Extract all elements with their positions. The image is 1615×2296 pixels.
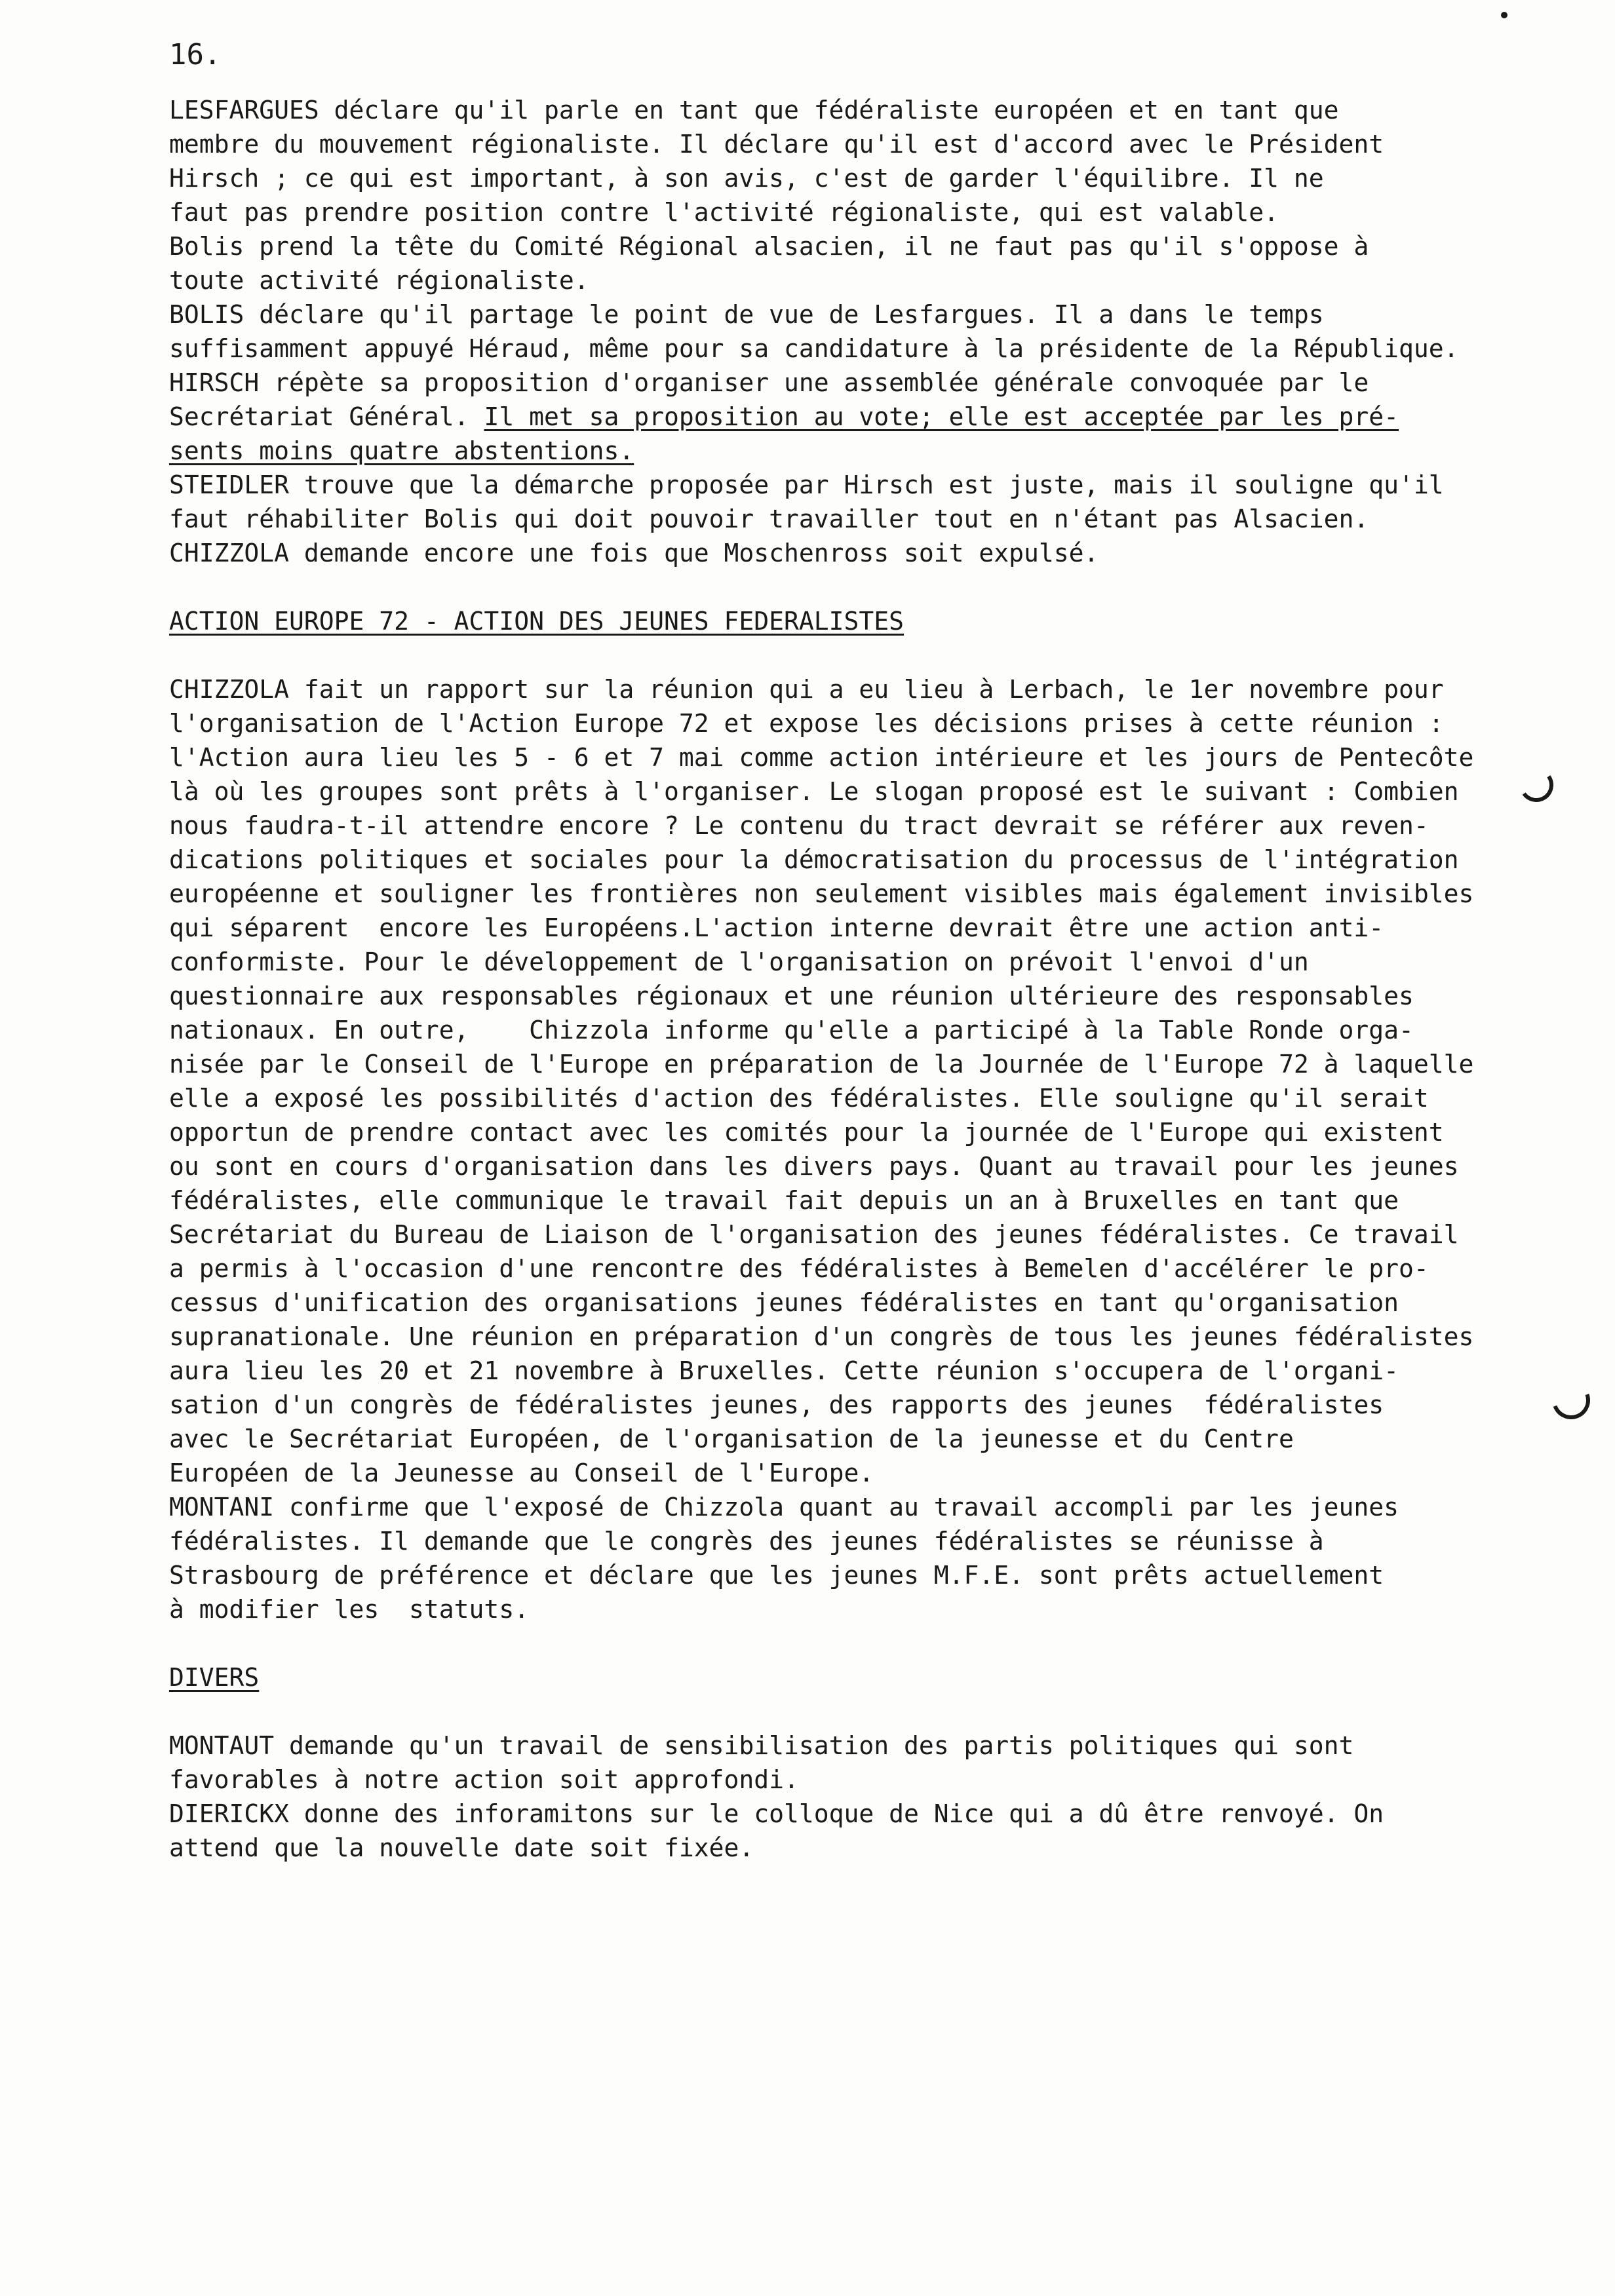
text-line: fédéralistes, elle communique le travail fait depuis un an à Bruxelles en tant que (169, 1186, 1399, 1215)
text-line: là où les groupes sont prêts à l'organiser. Le slogan proposé est le suivant : Combien (169, 777, 1459, 806)
text-line: favorables à notre action soit approfondi. (169, 1765, 799, 1794)
text-line: ou sont en cours d'organisation dans les divers pays. Quant au travail pour les jeunes (169, 1152, 1459, 1181)
page-number: 16. (169, 38, 222, 71)
vote-decision-text: Il met sa proposition au vote; elle est acceptée par les pré- (484, 402, 1399, 431)
ink-dot (1501, 12, 1508, 18)
section-heading: ACTION EUROPE 72 - ACTION DES JEUNES FEDERALISTES (169, 607, 905, 636)
text-line: Secrétariat du Bureau de Liaison de l'organisation des jeunes fédéralistes. Ce travail (169, 1220, 1459, 1249)
text-line: toute activité régionaliste. (169, 266, 589, 295)
opening-discussion (169, 93, 1572, 570)
text-line: sation d'un congrès de fédéralistes jeunes, des rapports des jeunes fédéralistes (169, 1390, 1384, 1419)
text-line: membre du mouvement régionaliste. Il déclare qu'il est d'accord avec le Président (169, 130, 1384, 159)
text-line: nous faudra-t-il attendre encore ? Le contenu du tract devrait se référer aux reven- (169, 811, 1429, 840)
vote-result-text: sents moins quatre abstentions. (169, 436, 634, 465)
text-line: qui séparent encore les Européens.L'action interne devrait être une action anti- (169, 913, 1384, 942)
text-line: CHIZZOLA demande encore une fois que Moschenross soit expulsé. (169, 539, 1099, 567)
section-body (169, 1729, 1572, 1865)
text-line: fédéralistes. Il demande que le congrès des jeunes fédéralistes se réunisse à (169, 1527, 1324, 1556)
text-line: Hirsch ; ce qui est important, à son avis, c'est de garder l'équilibre. Il ne (169, 164, 1324, 193)
text-line: LESFARGUES déclare qu'il parle en tant que fédéraliste européen et en tant que (169, 96, 1339, 124)
text-line: opportun de prendre contact avec les comités pour la journée de l'Europe qui existent (169, 1118, 1444, 1147)
text-line: l'organisation de l'Action Europe 72 et expose les décisions prises à cette réunion : (169, 709, 1444, 738)
text-line: HIRSCH répète sa proposition d'organiser une assemblée générale convoquée par le (169, 368, 1369, 397)
text-line: questionnaire aux responsables régionaux et une réunion ultérieure des responsables (169, 982, 1414, 1010)
text-line: a permis à l'occasion d'une rencontre des fédéralistes à Bemelen d'accélérer le pro- (169, 1254, 1429, 1283)
document-body (169, 93, 1572, 1865)
section-action-europe (169, 604, 1572, 1626)
text-line: conformiste. Pour le développement de l'organisation on prévoit l'envoi d'un (169, 947, 1309, 976)
text-line: STEIDLER trouve que la démarche proposée par Hirsch est juste, mais il souligne qu'il (169, 470, 1444, 499)
text-line: supranationale. Une réunion en préparation d'un congrès de tous les jeunes fédéralistes (169, 1322, 1474, 1351)
text-line: européenne et souligner les frontières non seulement visibles mais également invisibles (169, 879, 1474, 908)
text-line: Bolis prend la tête du Comité Régional alsacien, il ne faut pas qu'il s'oppose à (169, 232, 1369, 261)
text-line: nationaux. En outre, Chizzola informe qu'elle a participé à la Table Ronde orga- (169, 1016, 1414, 1044)
text-line: BOLIS déclare qu'il partage le point de vue de Lesfargues. Il a dans le temps (169, 300, 1324, 329)
text-line: MONTANI confirme que l'exposé de Chizzola quant au travail accompli par les jeunes (169, 1493, 1399, 1521)
text-line: nisée par le Conseil de l'Europe en préparation de la Journée de l'Europe 72 à laquelle (169, 1050, 1474, 1079)
text-line: faut pas prendre position contre l'activité régionaliste, qui est valable. (169, 198, 1279, 227)
text-line: cessus d'unification des organisations jeunes fédéralistes en tant qu'organisation (169, 1288, 1399, 1317)
vote-line-prefix: Secrétariat Général. (169, 402, 484, 431)
text-line: CHIZZOLA fait un rapport sur la réunion qui a eu lieu à Lerbach, le 1er novembre pour (169, 675, 1444, 704)
text-line: à modifier les statuts. (169, 1595, 530, 1624)
text-line: MONTAUT demande qu'un travail de sensibilisation des partis politiques qui sont (169, 1731, 1354, 1760)
text-line: Strasbourg de préférence et déclare que les jeunes M.F.E. sont prêts actuellement (169, 1561, 1384, 1590)
text-line: aura lieu les 20 et 21 novembre à Bruxelles. Cette réunion s'occupera de l'organi- (169, 1356, 1399, 1385)
text-line: suffisamment appuyé Héraud, même pour sa candidature à la présidente de la République. (169, 334, 1459, 363)
text-line: dications politiques et sociales pour la démocratisation du processus de l'intégration (169, 845, 1459, 874)
text-line: l'Action aura lieu les 5 - 6 et 7 mai comme action intérieure et les jours de Pentecôte (169, 743, 1474, 772)
text-line: attend que la nouvelle date soit fixée. (169, 1833, 754, 1862)
text-line: avec le Secrétariat Européen, de l'organisation de la jeunesse et du Centre (169, 1425, 1294, 1453)
text-line: faut réhabiliter Bolis qui doit pouvoir travailler tout en n'étant pas Alsacien. (169, 505, 1369, 533)
text-line: DIERICKX donne des inforamitons sur le colloque de Nice qui a dû être renvoyé. On (169, 1799, 1384, 1828)
section-body (169, 672, 1572, 1626)
vote-line (169, 434, 1572, 468)
section-heading: DIVERS (169, 1663, 260, 1692)
section-divers (169, 1660, 1572, 1865)
text-line: elle a exposé les possibilités d'action des fédéralistes. Elle souligne qu'il serait (169, 1084, 1429, 1113)
vote-line (169, 400, 1572, 434)
text-line: Européen de la Jeunesse au Conseil de l'Europe. (169, 1459, 874, 1487)
